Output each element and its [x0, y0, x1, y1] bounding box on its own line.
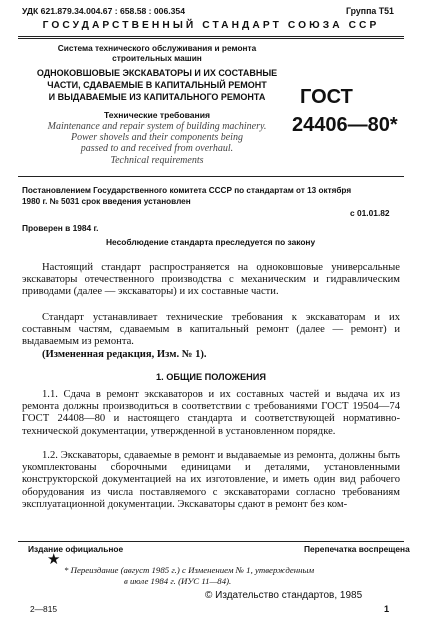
- header-rule-top: [18, 36, 404, 37]
- english-line: Maintenance and repair system of building machinery.: [47, 121, 267, 132]
- system-name: Система технического обслуживания и ремонта строительных машин: [57, 43, 257, 64]
- effective-date: с 01.01.82: [350, 208, 390, 218]
- reissue-note: [64, 565, 314, 587]
- clause-1-1: 1.1. Сдача в ремонт экскаваторов и их составных частей и выдача их из ремонта должны производиться в соответствии с требованиями ГОСТ 19504—74 ГОСТ 24408—80 и настоящего стандарта и соответствующей нормативно-технической документации, утвержденной в установленном порядке.: [22, 389, 400, 437]
- reissue-line-2: в июле 1984 г. (ИУС 11—84).: [124, 576, 232, 586]
- paragraph-requirements: Стандарт устанавливает технические требования к экскаваторам и их составным частям, сдаваемым в капитальный ремонт (далее — ремонт) и выдаваемым из ремонта.: [22, 312, 400, 348]
- gost-label: ГОСТ: [300, 86, 353, 108]
- amendment-note: (Измененная редакция, Изм. № 1).: [42, 349, 207, 360]
- decree-text: [22, 185, 351, 207]
- udk-code: УДК 621.879.34.004.67 : 658.58 : 006.354: [22, 6, 185, 16]
- group-code: Группа Т51: [346, 6, 394, 16]
- english-line: Technical requirements: [110, 154, 204, 166]
- section-heading-general: 1. ОБЩИЕ ПОЛОЖЕНИЯ: [156, 372, 266, 382]
- title-line: И ВЫДАВАЕМЫЕ ИЗ КАПИТАЛЬНОГО РЕМОНТА: [48, 91, 266, 102]
- standard-title: ГОСУДАРСТВЕННЫЙ СТАНДАРТ СОЮЗА ССР: [42, 20, 380, 31]
- subtitle: Технические требования: [103, 110, 211, 120]
- english-title: [30, 121, 284, 166]
- english-line: passed to and received from overhaul.: [80, 143, 234, 155]
- title-line: ЧАСТИ, СДАВАЕМЫЕ В КАПИТАЛЬНЫЙ РЕМОНТ: [47, 79, 267, 90]
- official-edition: Издание официальное: [28, 544, 124, 554]
- reprint-prohibited: Перепечатка воспрещена: [304, 544, 410, 554]
- print-code: 2—815: [30, 604, 58, 614]
- legal-warning: Несоблюдение стандарта преследуется по закону: [106, 237, 316, 247]
- star-icon: ★: [47, 550, 61, 568]
- gost-number: 24406—80*: [292, 114, 398, 136]
- decree-line-1: Постановлением Государственного комитета СССР по стандартам от 13 октября: [22, 186, 352, 195]
- document-title: [30, 68, 284, 103]
- reissue-line-1: * Переиздание (август 1985 г.) с Изменением № 1, утвержденным: [64, 565, 315, 575]
- publisher: © Издательство стандартов, 1985: [205, 590, 363, 601]
- clause-1-2: 1.2. Экскаваторы, сдаваемые в ремонт и выдаваемые из ремонта, должны быть укомплектованы сборочными единицами и деталями, установленными конструкторской документацией на их изготовление, и иметь один вид рабочего оборудования из числа поставляемого с экскаваторами согласно требованиям эксплуатационной документации. Экскаваторы сдают в ремонт без ком-: [22, 450, 400, 510]
- paragraph-scope: Настоящий стандарт распространяется на одноковшовые универсальные экскаваторы отечественного производства с механическим и гидравлическим приводами (далее — экскаваторы) и их составные части.: [22, 262, 400, 298]
- title-line: ОДНОКОВШОВЫЕ ЭКСКАВАТОРЫ И ИХ СОСТАВНЫЕ: [36, 68, 278, 78]
- header-rule-bottom: [18, 38, 404, 39]
- title-block-rule: [18, 176, 404, 177]
- decree-line-2: 1980 г. № 5031 срок введения установлен: [22, 197, 191, 206]
- footer-rule: [18, 541, 404, 542]
- checked-year: Проверен в 1984 г.: [22, 223, 99, 233]
- english-line: Power shovels and their components being: [71, 132, 243, 144]
- page-number: 1: [384, 604, 390, 614]
